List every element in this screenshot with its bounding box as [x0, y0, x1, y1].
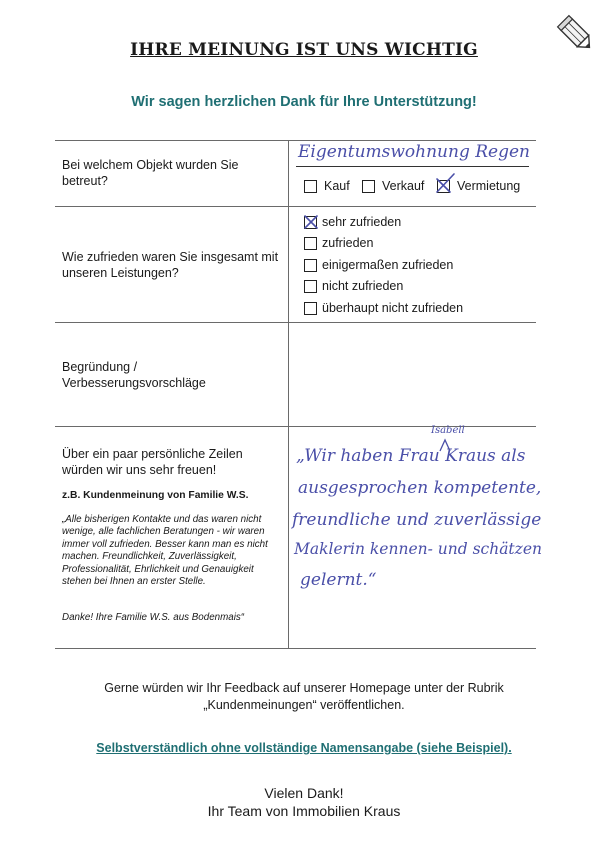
handwritten-line-4: Maklerin kennen- und schätzen [294, 540, 542, 558]
checkbox-kauf[interactable] [304, 180, 317, 193]
handwritten-line-5: gelernt.“ [300, 570, 377, 590]
example-heading: z.B. Kundenmeinung von Familie W.S. [62, 490, 249, 501]
checkbox-nicht-zufrieden[interactable] [304, 280, 317, 293]
thanks-text: Vielen Dank! [264, 785, 344, 801]
checkbox-einigermassen-zufrieden[interactable] [304, 259, 317, 272]
checkbox-verkauf[interactable] [362, 180, 375, 193]
reasons-answer-area[interactable] [290, 324, 534, 424]
label-sehr-zufrieden: sehr zufrieden [322, 215, 402, 229]
table-column-divider [288, 140, 289, 648]
team-signature: Ihr Team von Immobilien Kraus [207, 803, 401, 819]
document-subtitle: Wir sagen herzlichen Dank für Ihre Unterstützung! [131, 94, 477, 110]
label-vermietung: Vermietung [457, 179, 521, 193]
label-kauf: Kauf [324, 179, 350, 193]
label-ueberhaupt-nicht-zufrieden: überhaupt nicht zufrieden [322, 301, 464, 315]
example-text: „Alle bisherigen Kontakte und das waren nicht wenige, alle fachlichen Beratungen - wir waren immer voll zufrieden. Besser kann man es nicht machen. Freundlichkeit, Zuverlässigkeit, Professionalität, Ehrlichkeit und Genauigkeit stehen bei Ihnen an erster Stelle. [62, 514, 268, 588]
cross-mark-icon [432, 172, 458, 196]
table-rule-top [55, 140, 536, 141]
table-rule-2 [55, 322, 536, 323]
handwritten-line-2: ausgesprochen kompetente, [298, 478, 542, 498]
table-rule-1 [55, 206, 536, 207]
label-einigermassen-zufrieden: einigermaßen zufrieden [322, 258, 454, 272]
reasons-question: Begründung / Verbesserungsvorschläge [62, 360, 206, 390]
object-question: Bei welchem Objekt wurden Sie betreut? [62, 158, 239, 188]
feedback-note-text: Gerne würden wir Ihr Feedback auf unserer Homepage unter der Rubrik „Kundenmeinungen“ veröffentlichen. [104, 681, 504, 712]
example-signature: Danke! Ihre Familie W.S. aus Bodenmais“ [62, 612, 245, 623]
object-answer-handwritten: Eigentumswohnung Regen [298, 142, 530, 162]
checkbox-zufrieden[interactable] [304, 237, 317, 250]
label-nicht-zufrieden: nicht zufrieden [322, 279, 404, 293]
personal-question: Über ein paar persönliche Zeilen würden wir uns sehr freuen! [62, 447, 243, 477]
anonymity-note: Selbstverständlich ohne vollständige Namensangabe (siehe Beispiel). [96, 741, 512, 755]
checkbox-ueberhaupt-nicht-zufrieden[interactable] [304, 302, 317, 315]
object-answer-line [296, 166, 529, 167]
label-verkauf: Verkauf [382, 179, 425, 193]
handwritten-insert: Isabell [431, 425, 465, 436]
cross-mark-icon [301, 212, 321, 232]
handwritten-line-1: „Wir haben Frau Kraus als [296, 446, 526, 466]
table-rule-bottom [55, 648, 536, 649]
handwritten-line-3: freundliche und zuverlässige [292, 510, 542, 530]
satisfaction-question: Wie zufrieden waren Sie insgesamt mit unseren Leistungen? [62, 250, 279, 280]
label-zufrieden: zufrieden [322, 236, 374, 250]
feedback-note [0, 680, 608, 714]
closing [0, 784, 608, 820]
document-title: IHRE MEINUNG IST UNS WICHTIG [130, 40, 478, 60]
